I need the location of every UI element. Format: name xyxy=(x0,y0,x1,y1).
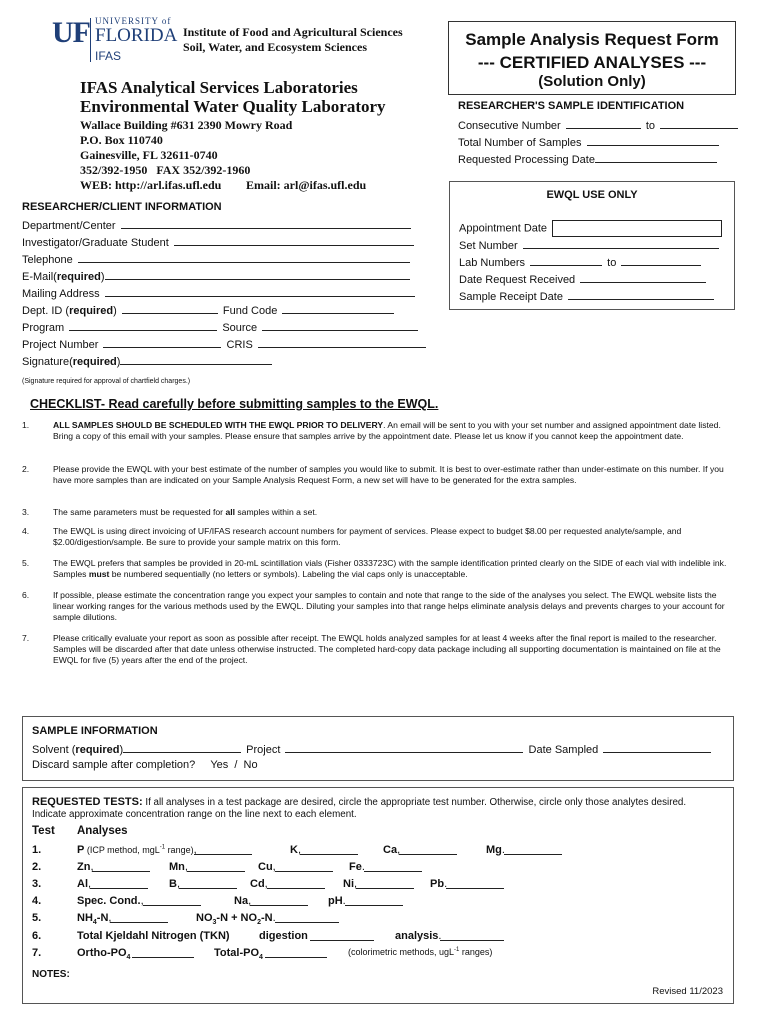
test-1-k: K , xyxy=(290,844,301,856)
tests-intro xyxy=(32,796,725,821)
checklist-item-7-num: 7. xyxy=(22,633,30,643)
form-title-line-3: (Solution Only) xyxy=(538,73,646,90)
total-samples-row xyxy=(458,135,721,149)
test-3-al: Al , xyxy=(77,878,91,890)
date-received-label: Date Request Received xyxy=(459,274,576,286)
test-1-p-note: (ICP method, mgL xyxy=(84,845,160,855)
signature-label: Signature( xyxy=(22,356,73,368)
lab-numbers-to-label: to xyxy=(607,257,617,269)
test-1-ca-label[interactable]: Ca xyxy=(383,844,398,856)
telephone-row xyxy=(22,252,412,266)
cris-label: CRIS xyxy=(226,339,253,351)
ewql-use-only-box xyxy=(449,181,735,310)
test-row-3 xyxy=(32,878,722,892)
test-5-no3: $NO_3-N + NO_2-N$ . xyxy=(196,912,276,926)
email-row xyxy=(22,269,412,283)
test-2-fe-label[interactable]: Fe xyxy=(349,861,362,873)
test-1-p-range-field[interactable] xyxy=(194,844,252,855)
test-1-p-label[interactable]: P xyxy=(77,844,85,856)
test-4-ph-range-field[interactable] xyxy=(345,895,403,906)
mailing-row xyxy=(22,286,417,300)
institute-name: Institute of Food and Agricultural Sciences xyxy=(183,25,403,39)
client-info-title: RESEARCHER/CLIENT INFORMATION xyxy=(22,201,222,213)
program-field[interactable] xyxy=(69,320,217,331)
test-5-no3-label[interactable] xyxy=(196,912,273,927)
checklist-item-1-bold: ALL SAMPLES SHOULD BE SCHEDULED WITH THE EWQL PRIOR TO DELIVERY xyxy=(53,420,384,430)
solvent-project-row xyxy=(32,742,713,756)
consecutive-number-to-field[interactable] xyxy=(660,118,738,129)
col-test-header: Test xyxy=(32,825,55,837)
test-1-p-note2: range) xyxy=(165,845,194,855)
test-4-na-range-field[interactable] xyxy=(250,895,308,906)
checklist-item-3-pre: The same parameters must be requested for xyxy=(53,507,226,517)
test-7-total-b: Total-PO xyxy=(214,947,260,959)
test-4-spec-cond: Spec. Cond. , xyxy=(77,895,144,907)
test-row-7 xyxy=(32,947,722,961)
test-6-tkn-label[interactable]: Total Kjeldahl Nitrogen (TKN) xyxy=(77,930,230,942)
test-2-fe: Fe . xyxy=(349,861,365,873)
test-3-pb-label[interactable]: Pb xyxy=(430,878,445,890)
test-7-ortho-a: Ortho-PO xyxy=(77,947,127,959)
set-number-field[interactable] xyxy=(523,238,719,249)
project-number-label: Project Number xyxy=(22,339,99,351)
investigator-label: Investigator/Graduate Student xyxy=(22,237,169,249)
program-label: Program xyxy=(22,322,65,334)
test-5-nh4-a2: -N xyxy=(96,912,109,924)
checklist-item-3-bold: all xyxy=(225,507,235,517)
uf-ifas-logo xyxy=(52,16,182,66)
test-3-ni: Ni , xyxy=(343,878,357,890)
receipt-date-row xyxy=(459,289,716,303)
email-label: E-Mail( xyxy=(22,271,57,283)
lab-numbers-from-field[interactable] xyxy=(530,255,602,266)
signature-field[interactable] xyxy=(120,354,272,365)
logo-ifas: IFAS xyxy=(95,49,122,63)
discard-yes-no-option[interactable]: Yes / No xyxy=(210,759,258,771)
tests-intro-text-2: Indicate approximate concentration range on the line next to each element. xyxy=(32,809,357,820)
test-5-no3-b: NO xyxy=(196,912,213,924)
tests-title: REQUESTED TESTS: xyxy=(32,796,143,808)
checklist-item-1-text: . An email will be sent to you with your set number and assigned appointment date listed. Bring a copy of this email with your samples. Please ensure that samples arrive by the appointment date. Please let us know if you cannot keep the appointment date. xyxy=(53,420,721,441)
discard-label: Discard sample after completion? xyxy=(32,759,196,771)
test-6-digestion-range-field[interactable] xyxy=(310,930,374,941)
program-row xyxy=(22,320,420,334)
test-5-nh4-label[interactable] xyxy=(77,912,109,927)
test-3-b-range-field[interactable] xyxy=(179,878,237,889)
checklist-item-3-num: 3. xyxy=(22,507,30,517)
form-title-line-2: --- CERTIFIED ANALYSES --- xyxy=(477,53,707,72)
email-field[interactable] xyxy=(105,269,410,280)
form-title-line-1: Sample Analysis Request Form xyxy=(465,30,719,49)
test-2-cu-label[interactable]: Cu xyxy=(258,861,273,873)
email-close: ) xyxy=(100,271,105,283)
signature-close: ) xyxy=(116,356,121,368)
test-5-nh4: $NH_4-N$ , xyxy=(77,912,111,926)
test-2-mn-range-field[interactable] xyxy=(187,861,245,872)
checklist-item-6-num: 6. xyxy=(22,590,30,600)
appointment-date-field[interactable] xyxy=(552,220,722,237)
test-2-cu: Cu , xyxy=(258,861,276,873)
test-6-analysis: analysis . xyxy=(395,930,441,942)
revised-date: Revised 11/2023 xyxy=(652,986,723,997)
date-sampled-field[interactable] xyxy=(603,742,711,753)
test-5-no2-sub: 2 xyxy=(257,919,261,927)
dept-id-close: ) xyxy=(113,305,117,317)
date-received-row xyxy=(459,272,708,286)
test-6-number[interactable]: 6. xyxy=(32,930,42,942)
test-7-total-po4-range-field[interactable] xyxy=(265,947,327,958)
requested-date-label: Requested Processing Date xyxy=(458,154,595,166)
signature-note: (Signature required for approval of chartfield charges.) xyxy=(22,378,191,385)
test-3-pb-range-field[interactable] xyxy=(446,878,504,889)
test-4-ph: pH . xyxy=(328,895,346,907)
department-row xyxy=(22,218,413,232)
test-5-no3-range-field[interactable] xyxy=(275,912,339,923)
test-2-cu-range-field[interactable] xyxy=(275,861,333,872)
address-line-3: Gainesville, FL 32611-0740 xyxy=(80,148,218,162)
test-3-cd-label[interactable]: Cd xyxy=(250,878,265,890)
test-3-al-label[interactable]: Al xyxy=(77,878,88,890)
test-6-tkn xyxy=(77,930,230,942)
checklist-item-5-text: be numbered sequentially (no letters or symbols). Labeling the vial caps only is unacceptable. xyxy=(109,569,468,579)
test-5-no3-b3: -N xyxy=(260,912,273,924)
checklist-item-5-num: 5. xyxy=(22,558,30,568)
project-number-field[interactable] xyxy=(103,337,221,348)
dept-id-field[interactable] xyxy=(122,303,218,314)
test-5-no3-sub: 3 xyxy=(212,919,217,927)
test-3-pb: Pb . xyxy=(430,878,447,890)
date-sampled-label: Date Sampled xyxy=(528,744,599,756)
test-1-ca: Ca , xyxy=(383,844,400,856)
appointment-date-row xyxy=(459,220,722,237)
test-4-ph-label[interactable]: pH xyxy=(328,895,343,907)
test-2-fe-range-field[interactable] xyxy=(364,861,422,872)
project-label: Project xyxy=(246,744,281,756)
lab-name-2: Environmental Water Quality Laboratory xyxy=(80,97,386,116)
test-7-note-sup: -1 xyxy=(454,947,460,953)
signature-required: required xyxy=(72,356,117,368)
department-field[interactable] xyxy=(121,218,411,229)
logo-divider xyxy=(90,18,91,62)
source-label: Source xyxy=(222,322,258,334)
test-7-note-c: (colorimetric methods, ugL xyxy=(348,947,455,957)
test-1-p: P (ICP method, mgL$^{-1}$ range) , xyxy=(77,844,197,856)
signature-row xyxy=(22,354,274,368)
test-3-ni-range-field[interactable] xyxy=(356,878,414,889)
checklist-item-5-pre: The EWQL prefers that samples be provided in 20-mL scintillation vials (Fisher 0333723C) with the sample identification printed clearly on the SIDE of each vial with indelible ink. Samples xyxy=(53,558,727,579)
test-row-2 xyxy=(32,861,722,875)
email-required: required xyxy=(56,271,101,283)
test-5-number[interactable]: 5. xyxy=(32,912,42,924)
test-7-note-c2: ranges) xyxy=(459,947,493,957)
requested-date-row xyxy=(458,152,719,166)
address-line-2: P.O. Box 110740 xyxy=(80,133,163,147)
website[interactable]: WEB: http://arl.ifas.ufl.edu xyxy=(80,178,222,192)
test-7-number[interactable]: 7. xyxy=(32,947,42,959)
lab-numbers-to-field[interactable] xyxy=(621,255,701,266)
requested-date-field[interactable] xyxy=(595,152,717,163)
col-analyses-header: Analyses xyxy=(77,825,128,837)
test-1-number[interactable]: 1. xyxy=(32,844,42,856)
checklist-item-6-text: If possible, please estimate the concentration range you expect your samples to contain and note that range to the side of the analyses you select. The EWQL website lists the linear working ranges for the various methods used by the EWQL. Diluting your samples into that range helps eliminate analysis delays and prevents charges to your account for sample dilutions. xyxy=(53,590,725,622)
logo-florida: FLORIDA xyxy=(95,25,178,46)
test-4-spec-cond-label[interactable]: Spec. Cond. xyxy=(77,895,141,907)
logo-university-of: UNIVERSITY of xyxy=(95,16,172,26)
checklist-item-1-num: 1. xyxy=(22,420,30,430)
checklist-item-3-text: samples within a set. xyxy=(235,507,318,517)
test-3-b-label[interactable]: B xyxy=(169,878,177,890)
mailing-label: Mailing Address xyxy=(22,288,100,300)
test-2-mn: Mn , xyxy=(169,861,188,873)
test-6-digestion-label[interactable]: digestion xyxy=(259,930,308,942)
test-2-number[interactable]: 2. xyxy=(32,861,42,873)
test-6-analysis-label[interactable]: analysis xyxy=(395,930,439,942)
consecutive-number-row xyxy=(458,118,740,132)
test-4-spec-cond-range-field[interactable] xyxy=(143,895,201,906)
test-1-mg-label[interactable]: Mg xyxy=(486,844,502,856)
telephone-field[interactable] xyxy=(78,252,410,263)
test-3-number[interactable]: 3. xyxy=(32,878,42,890)
dept-id-label: Dept. ID ( xyxy=(22,305,70,317)
set-number-row xyxy=(459,238,721,252)
checklist-item-5-bold: must xyxy=(88,569,110,579)
lab-name-1: IFAS Analytical Services Laboratories xyxy=(80,78,358,97)
cris-field[interactable] xyxy=(258,337,426,348)
test-6-analysis-range-field[interactable] xyxy=(440,930,504,941)
checklist-title: CHECKLIST- Read carefully before submitting samples to the EWQL. xyxy=(30,397,439,411)
dept-id-required: required xyxy=(69,305,114,317)
solvent-field[interactable] xyxy=(123,742,241,753)
sample-info-box xyxy=(22,716,734,781)
test-3-b: B , xyxy=(169,878,180,890)
test-7-ortho-po4-range-field[interactable] xyxy=(132,947,194,958)
consecutive-to-label: to xyxy=(645,120,656,132)
test-5-nh4-a: NH xyxy=(77,912,93,924)
mailing-field[interactable] xyxy=(105,286,415,297)
receipt-date-field[interactable] xyxy=(568,289,714,300)
lab-numbers-label: Lab Numbers xyxy=(459,257,526,269)
solvent-close: ) xyxy=(119,744,124,756)
department-name: Soil, Water, and Ecosystem Sciences xyxy=(183,40,368,54)
test-4-na-label[interactable]: Na xyxy=(234,895,249,907)
test-4-number[interactable]: 4. xyxy=(32,895,42,907)
test-2-zn-range-field[interactable] xyxy=(92,861,150,872)
test-1-mg: Mg . xyxy=(486,844,505,856)
source-field[interactable] xyxy=(262,320,418,331)
test-7-method-note xyxy=(348,947,492,957)
date-received-field[interactable] xyxy=(580,272,706,283)
investigator-row xyxy=(22,235,416,249)
test-6-digestion xyxy=(259,930,308,942)
test-row-1 xyxy=(32,844,722,858)
client-info-fields xyxy=(22,218,442,378)
set-number-label: Set Number xyxy=(459,240,518,252)
solvent-label: Solvent ( xyxy=(32,744,76,756)
test-7-ortho-po4 xyxy=(77,947,130,961)
test-5-nh4-range-field[interactable] xyxy=(110,912,168,923)
test-3-cd-range-field[interactable] xyxy=(267,878,325,889)
checklist-item-4-text: The EWQL is using direct invoicing of UF/IFAS research account numbers for payment of services. Please expect to budget $8.00 per requested analyte/sample, and $2.00/digestion/sample. Be sure to provide your sample matrix on this form. xyxy=(53,526,682,547)
phone-fax: 352/392-1950 FAX 352/392-1960 xyxy=(80,163,251,177)
dept-id-row xyxy=(22,303,396,317)
tests-intro-text: If all analyses in a test package are desired, circle the appropriate test number. Otherwise, circle only those analytes desired. xyxy=(142,797,687,808)
test-5-nh4-sub: 4 xyxy=(92,919,97,927)
test-row-4 xyxy=(32,895,722,909)
test-2-zn-label[interactable]: Zn xyxy=(77,861,91,873)
test-7-total-po4 xyxy=(214,947,263,961)
investigator-field[interactable] xyxy=(174,235,414,246)
test-3-cd: Cd , xyxy=(250,878,268,890)
appointment-date-label: Appointment Date xyxy=(459,222,548,235)
solvent-required: required xyxy=(75,744,120,756)
total-samples-field[interactable] xyxy=(587,135,719,146)
test-1-k-label[interactable]: K xyxy=(290,844,298,856)
form-title-box xyxy=(448,21,736,95)
department-label: Department/Center xyxy=(22,220,116,232)
checklist-item-2-num: 2. xyxy=(22,464,30,474)
requested-tests-box xyxy=(22,787,734,1004)
test-2-mn-label[interactable]: Mn xyxy=(169,861,185,873)
test-row-5 xyxy=(32,912,722,926)
logo-uf-letters: UF xyxy=(52,16,90,49)
test-5-no3-b2: -N + NO xyxy=(216,912,258,924)
test-3-al-range-field[interactable] xyxy=(90,878,148,889)
test-row-6 xyxy=(32,930,722,944)
project-number-row xyxy=(22,337,428,351)
fund-code-field[interactable] xyxy=(282,303,394,314)
checklist-item-2-text: Please provide the EWQL with your best estimate of the number of samples you would like to submit. It is best to over-estimate rather than under-estimate on this number. If you have more samples than are indicated on your Sample Analysis Request Form, a new set will have to be generated for the extra samples. xyxy=(53,464,724,485)
test-1-p-sup: -1 xyxy=(159,844,166,851)
test-3-ni-label[interactable]: Ni xyxy=(343,878,354,890)
test-7-ortho-sub: 4 xyxy=(126,954,131,962)
test-1-k-range-field[interactable] xyxy=(300,844,358,855)
checklist-item-4-num: 4. xyxy=(22,526,30,536)
test-4-na: Na , xyxy=(234,895,251,907)
test-7-total-po4-label[interactable] xyxy=(214,947,263,962)
ewql-title: EWQL USE ONLY xyxy=(546,189,638,201)
test-7-total-sub: 4 xyxy=(259,954,263,962)
test-7-ortho-po4-label[interactable] xyxy=(77,947,131,962)
test-1-mg-range-field[interactable] xyxy=(504,844,562,855)
telephone-label: Telephone xyxy=(22,254,73,266)
checklist-item-7-text: Please critically evaluate your report as soon as possible after receipt. The EWQL holds analyzed samples for at least 4 weeks after the final report is mailed to the researcher. Samples will be discarded after that date unless otherwise instructed. The completed hard-copy data package including all supporting documentation is maintained on file at the EWQL for five (5) years after the end of the project. xyxy=(53,633,721,665)
email-address[interactable]: Email: arl@ifas.ufl.edu xyxy=(246,178,367,192)
test-2-zn: Zn , xyxy=(77,861,94,873)
notes-label: NOTES: xyxy=(32,969,70,980)
address-line-1: Wallace Building #631 2390 Mowry Road xyxy=(80,118,293,132)
consecutive-number-from-field[interactable] xyxy=(566,118,641,129)
test-1-ca-range-field[interactable] xyxy=(399,844,457,855)
project-field[interactable] xyxy=(285,742,523,753)
lab-numbers-row xyxy=(459,255,703,269)
receipt-date-label: Sample Receipt Date xyxy=(459,291,563,303)
fund-code-label: Fund Code xyxy=(222,305,278,317)
discard-row xyxy=(32,759,258,771)
total-samples-label: Total Number of Samples xyxy=(458,137,582,149)
researcher-id-title: RESEARCHER'S SAMPLE IDENTIFICATION xyxy=(458,100,685,112)
sample-info-title: SAMPLE INFORMATION xyxy=(32,725,158,737)
consecutive-number-label: Consecutive Number xyxy=(458,120,561,132)
